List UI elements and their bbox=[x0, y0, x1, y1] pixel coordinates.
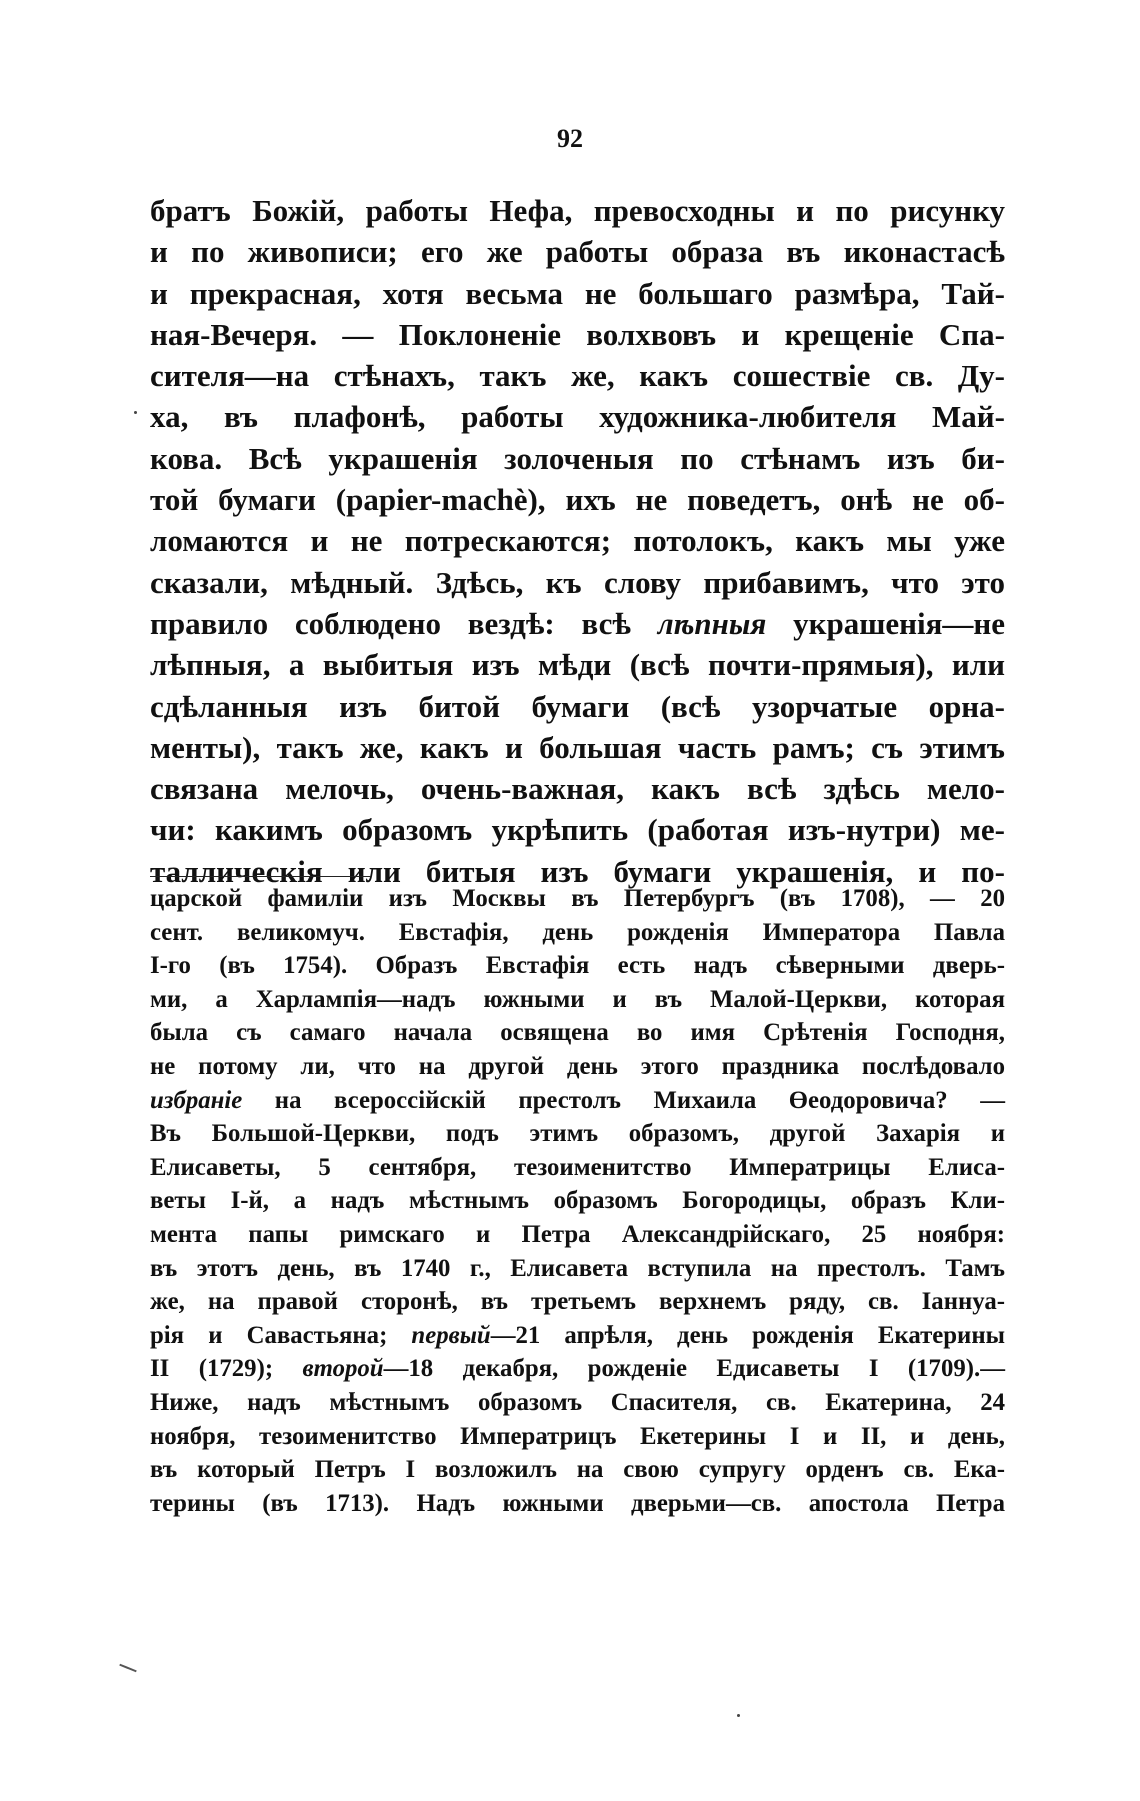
footnote-line: Елисаветы, 5 сентября, тезоименитство Императрицы Елиса- bbox=[150, 1153, 1005, 1181]
main-text-line: ная-Вечеря. — Поклоненіе волхвовъ и крещеніе Спа- bbox=[150, 316, 1005, 352]
page-number: 92 bbox=[557, 124, 583, 153]
main-text-line: той бумаги (papier-machè), ихъ не поведетъ, онѣ не об- bbox=[150, 482, 1005, 518]
footnote-line: не потому ли, что на другой день этого праздника послѣдовало bbox=[150, 1052, 1005, 1080]
footnote-line: Ниже, надъ мѣстнымъ образомъ Спасителя, св. Екатерина, 24 bbox=[150, 1388, 1005, 1416]
footnote-line-italic-mixed bbox=[150, 1084, 1005, 1118]
footnote-line-italic-mixed bbox=[150, 1352, 1005, 1386]
main-text-block bbox=[150, 190, 1005, 892]
footnote-line: І-го (въ 1754). Образъ Евстафія есть надъ сѣверными дверь- bbox=[150, 952, 1005, 980]
footnote-line: въ этотъ день, въ 1740 г., Елисавета вступила на престолъ. Тамъ bbox=[150, 1254, 1005, 1282]
main-text-line: кова. Всѣ украшенія золоченыя по стѣнамъ изъ би- bbox=[150, 440, 1005, 476]
scan-smudge-mark bbox=[119, 1664, 136, 1673]
main-text-fragment: украшенія—не bbox=[766, 605, 1005, 641]
footnote-line: Въ Большой-Церкви, подъ этимъ образомъ, другой Захарія и bbox=[150, 1120, 1005, 1148]
footnote-fragment: на всероссійскій престолъ Михаила Өеодоровича? — bbox=[242, 1086, 1005, 1114]
main-text-line: связана мелочь, очень-важная, какъ всѣ здѣсь мело- bbox=[150, 771, 1005, 807]
footnote-line-italic-mixed bbox=[150, 1319, 1005, 1353]
main-text-line: сителя—на стѣнахъ, такъ же, какъ сошествіе св. Ду- bbox=[150, 358, 1005, 394]
main-text-line-italic-mixed bbox=[150, 603, 1005, 644]
footnote-line: веты І-й, а надъ мѣстнымъ образомъ Богородицы, образъ Кли- bbox=[150, 1187, 1005, 1215]
footnote-line: была съ самаго начала освящена во имя Срѣтенія Господня, bbox=[150, 1019, 1005, 1047]
main-text-line: ха, въ плафонѣ, работы художника-любителя Май- bbox=[150, 399, 1005, 435]
main-text-line: таллическія или битыя изъ бумаги украшенія, и по- bbox=[150, 853, 1005, 889]
main-text-line: и по живописи; его же работы образа въ иконастасѣ bbox=[150, 234, 1005, 270]
main-text-line: братъ Божій, работы Нефа, превосходны и по рисунку bbox=[150, 193, 1005, 228]
main-text-line: сдѣланныя изъ битой бумаги (всѣ узорчатые орна- bbox=[150, 688, 1005, 724]
main-text-italic-fragment: лѣпныя bbox=[657, 605, 767, 641]
footnote-line: царской фамиліи изъ Москвы въ Петербургъ (въ 1708), — 20 bbox=[150, 885, 1005, 912]
footnote-fragment: —18 декабря, рожденіе Едисаветы I (1709).— bbox=[383, 1355, 1005, 1383]
main-text-line: лѣпныя, а выбитыя изъ мѣди (всѣ почти-прямыя), или bbox=[150, 647, 1005, 683]
main-text-fragment: правило соблюдено вездѣ: всѣ bbox=[150, 605, 658, 641]
footnote-italic-fragment: первый bbox=[411, 1321, 491, 1349]
main-text-line: и прекрасная, хотя весьма не большаго размѣра, Тай- bbox=[150, 275, 1005, 311]
footnote-line: же, на правой сторонѣ, въ третьемъ верхнемъ ряду, св. Іаннуа- bbox=[150, 1288, 1005, 1316]
footnote-italic-fragment: избраніе bbox=[150, 1086, 243, 1114]
footnote-line: терины (въ 1713). Надъ южными дверьми—св. апостола Петра bbox=[150, 1489, 1005, 1517]
footnote-line: ноября, тезоименитство Императрицъ Екетерины I и II, и день, bbox=[150, 1422, 1005, 1450]
footnote-line: сент. великомуч. Евстафія, день рожденія Императора Павла bbox=[150, 918, 1005, 946]
main-text-line: менты), такъ же, какъ и большая часть рамъ; съ этимъ bbox=[150, 729, 1005, 765]
main-text-line: чи: какимъ образомъ укрѣпить (работая изъ-нутри) ме- bbox=[150, 812, 1005, 848]
footnote-fragment: —21 апрѣля, день рожденія Екатерины bbox=[490, 1321, 1005, 1349]
footnote-line: мента папы римскаго и Петра Александрійскаго, 25 ноября: bbox=[150, 1220, 1005, 1248]
footnote-line: ми, а Харлампія—надъ южными и въ Малой-Церкви, которая bbox=[150, 985, 1005, 1013]
main-text-line: сказали, мѣдный. Здѣсь, къ слову прибавимъ, что это bbox=[150, 564, 1005, 600]
footnote-block bbox=[150, 882, 1005, 1520]
scan-speck-mark bbox=[134, 411, 137, 414]
scan-speck-mark bbox=[737, 1714, 740, 1717]
footnote-line: въ который Петръ I возложилъ на свою супругу орденъ св. Ека- bbox=[150, 1456, 1005, 1484]
footnote-italic-fragment: второй bbox=[302, 1355, 384, 1383]
main-text-line: ломаются и не потрескаются; потолокъ, какъ мы уже bbox=[150, 523, 1005, 559]
footnote-fragment: II (1729); bbox=[150, 1355, 303, 1383]
footnote-fragment: рія и Савастьяна; bbox=[150, 1321, 412, 1349]
footnote-separator bbox=[150, 876, 372, 877]
